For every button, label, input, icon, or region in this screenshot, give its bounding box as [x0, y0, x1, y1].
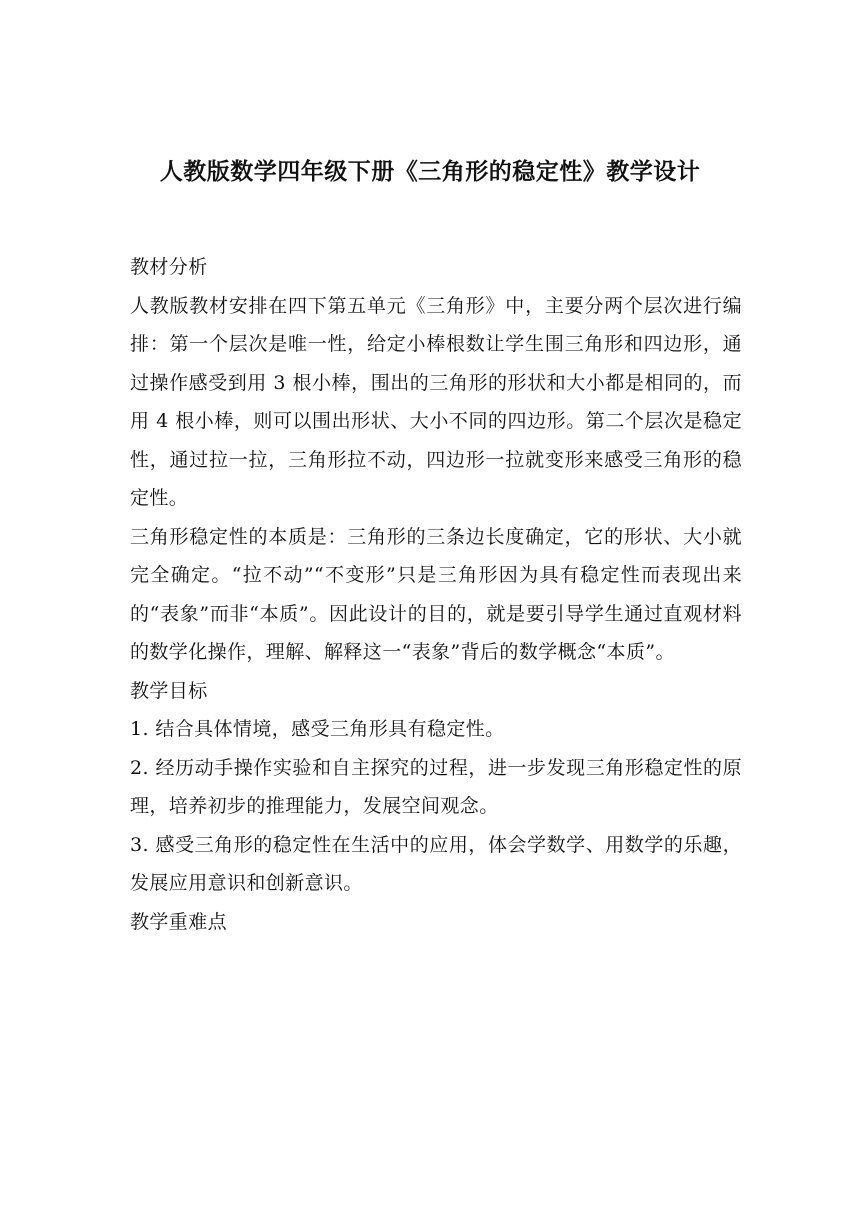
section-heading-objectives: 教学目标	[130, 679, 208, 702]
objective-item-2: 2. 经历动手操作实验和自主探究的过程，进一步发现三角形稳定性的原理，培养初步的推理能力，发展空间观念。	[130, 756, 742, 817]
section-heading-materials: 教材分析	[130, 256, 208, 278]
objective-item-1: 1. 结合具体情境，感受三角形具有稳定性。	[130, 718, 505, 740]
section-heading-key-points: 教学重难点	[130, 910, 228, 933]
paragraph-materials-1: 人教版教材安排在四下第五单元《三角形》中，主要分两个层次进行编排：第一个层次是唯一性，给定小棒根数让学生围三角形和四边形，通过操作感受到用 3 根小棒，围出的三角形的形状和大小都是相同的，而用 4 根小棒，则可以围出形状、大小不同的四边形。第二个层次是稳定性，通过拉一拉，三角形拉不动，四边形一拉就变形来感受三角形的稳定性。	[130, 294, 742, 509]
document-title: 人教版数学四年级下册《三角形的稳定性》教学设计	[159, 159, 701, 185]
objective-item-3: 3. 感受三角形的稳定性在生活中的应用，体会学数学、用数学的乐趣，发展应用意识和创新意识。	[130, 833, 742, 894]
document-body	[130, 248, 742, 941]
paragraph-materials-2: 三角形稳定性的本质是：三角形的三条边长度确定，它的形状、大小就完全确定。“拉不动”“不变形”只是三角形因为具有稳定性而表现出来的“表象”而非“本质”。因此设计的目的，就是要引导学生通过直观材料的数学化操作，理解、解释这一“表象”背后的数学概念“本质”。	[130, 525, 742, 663]
